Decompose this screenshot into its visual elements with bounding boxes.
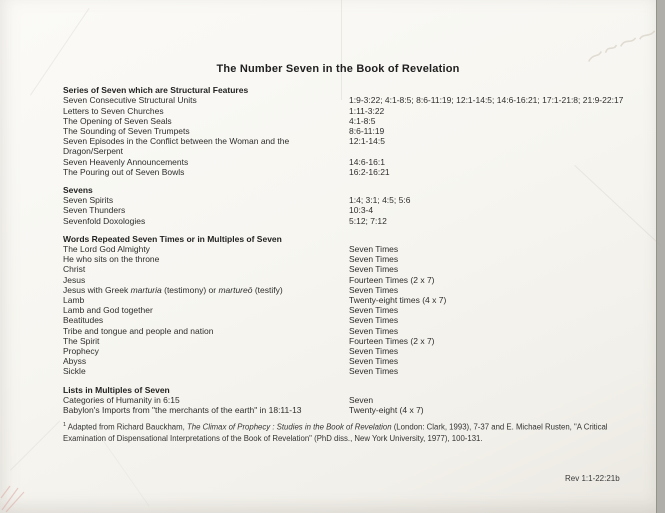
table-row [63,167,647,177]
row-label: Jesus [63,274,86,285]
row-label: The Opening of Seven Seals [63,115,172,126]
row-label-part: (testimony) or [161,284,219,295]
table-row [63,275,647,285]
table-row [63,195,647,205]
row-value: Seven Times [349,284,399,295]
section-header: Words Repeated Seven Times or in Multiples of Seven [63,233,282,244]
row-label: Tribe and tongue and people and nation [63,325,214,336]
row-value: Seven Times [349,305,399,316]
section-header: Sevens [63,185,93,196]
row-label: The Pouring out of Seven Bowls [63,166,185,177]
table-row [63,405,647,415]
table-row [63,346,647,356]
row-value: 12:1-14:5 [349,136,385,147]
row-label: Seven Heavenly Announcements [63,156,189,167]
section-header: Series of Seven which are Structural Features [63,85,249,96]
row-label: Seven Episodes in the Conflict between the Woman and the Dragon/Serpent [63,136,290,157]
row-label: Lamb and God together [63,305,153,316]
row-value: Seven Times [349,346,399,357]
footnote-part: (London: Clark, 1993), 7-37 and E. Michael Rusten, "A Critical Examination of Dispensational Interpretations of the Book of Revelation" (PhD diss., New York University, 1977), 100-131. [63,422,608,443]
row-value: 10:3-4 [349,205,374,216]
document-content [63,64,647,444]
row-value: Twenty-eight (4 x 7) [349,405,424,416]
row-value: 16:2-16:21 [349,166,390,177]
section [63,385,647,416]
table-row [63,285,647,295]
table-row [63,95,647,105]
row-label: Seven Spirits [63,195,114,206]
row-label: Beatitudes [63,315,104,326]
section [63,185,647,226]
footer-reference: Rev 1:1-22:21b [565,474,620,483]
paper-crease [10,421,60,471]
row-label: Sickle [63,366,86,377]
row-label: He who sits on the throne [63,254,160,265]
row-value: 5:12; 7:12 [349,215,387,226]
row-value: 1:11-3:22 [349,105,385,116]
table-row [63,254,647,264]
table-row [63,395,647,405]
row-value: Seven Times [349,244,399,255]
row-label-part: marturia [130,284,162,295]
table-row [63,136,647,156]
row-value: 1:4; 3:1; 4:5; 5:6 [349,195,411,206]
table-row [63,216,647,226]
row-label: Categories of Humanity in 6:15 [63,394,180,405]
row-label: Lamb [63,295,85,306]
row-value: Seven Times [349,356,399,367]
row-value: 8:6-11:19 [349,126,385,137]
section-header: Lists in Multiples of Seven [63,384,170,395]
row-value: Seven Times [349,264,399,275]
table-row [63,264,647,274]
table-row [63,157,647,167]
footnote-part: The Climax of Prophecy : Studies in the Book of Revelation [186,422,392,432]
sections-container [63,85,647,415]
row-value: Seven [349,394,374,405]
footnote-part: Adapted from Richard Bauckham, [66,422,187,432]
table-row [63,356,647,366]
row-value: 1:9-3:22; 4:1-8:5; 8:6-11:19; 12:1-14:5; 14:6-16:21; 17:1-21:8; 21:9-22:17 [349,95,624,106]
pink-smudge-mark [0,466,40,513]
row-value: Seven Times [349,366,399,377]
row-label: Prophecy [63,346,99,357]
row-value: Fourteen Times (2 x 7) [349,335,435,346]
row-label: The Spirit [63,335,100,346]
table-row [63,326,647,336]
row-label-part: (testify) [252,284,283,295]
row-value: 14:6-16:1 [349,156,385,167]
table-row [63,295,647,305]
page-title: The Number Seven in the Book of Revelation [216,63,460,75]
row-value: 4:1-8:5 [349,115,376,126]
row-label: Abyss [63,356,87,367]
row-label: Seven Thunders [63,205,126,216]
row-label: Sevenfold Doxologies [63,215,146,226]
footnote-part: 1 [63,422,67,429]
row-label: Letters to Seven Churches [63,105,164,116]
row-value: Seven Times [349,254,399,265]
table-row [63,205,647,215]
table-row [63,366,647,376]
section [63,85,647,177]
table-row [63,116,647,126]
row-label: The Sounding of Seven Trumpets [63,126,190,137]
table-row [63,305,647,315]
row-label-part: Jesus with Greek [63,284,131,295]
row-value: Twenty-eight times (4 x 7) [349,295,447,306]
footnote [63,420,647,444]
row-label-part: martureō [218,284,253,295]
row-label: The Lord God Almighty [63,244,150,255]
row-value: Seven Times [349,325,399,336]
table-row [63,126,647,136]
row-label [63,285,349,295]
table-row [63,106,647,116]
row-value: Fourteen Times (2 x 7) [349,274,435,285]
row-label: Christ [63,264,86,275]
row-label: Babylon's Imports from "the merchants of the earth" in 18:11-13 [63,405,302,416]
section [63,234,647,377]
row-label: Seven Consecutive Structural Units [63,95,197,106]
row-value: Seven Times [349,315,399,326]
table-row [63,336,647,346]
table-row [63,315,647,325]
table-row [63,244,647,254]
